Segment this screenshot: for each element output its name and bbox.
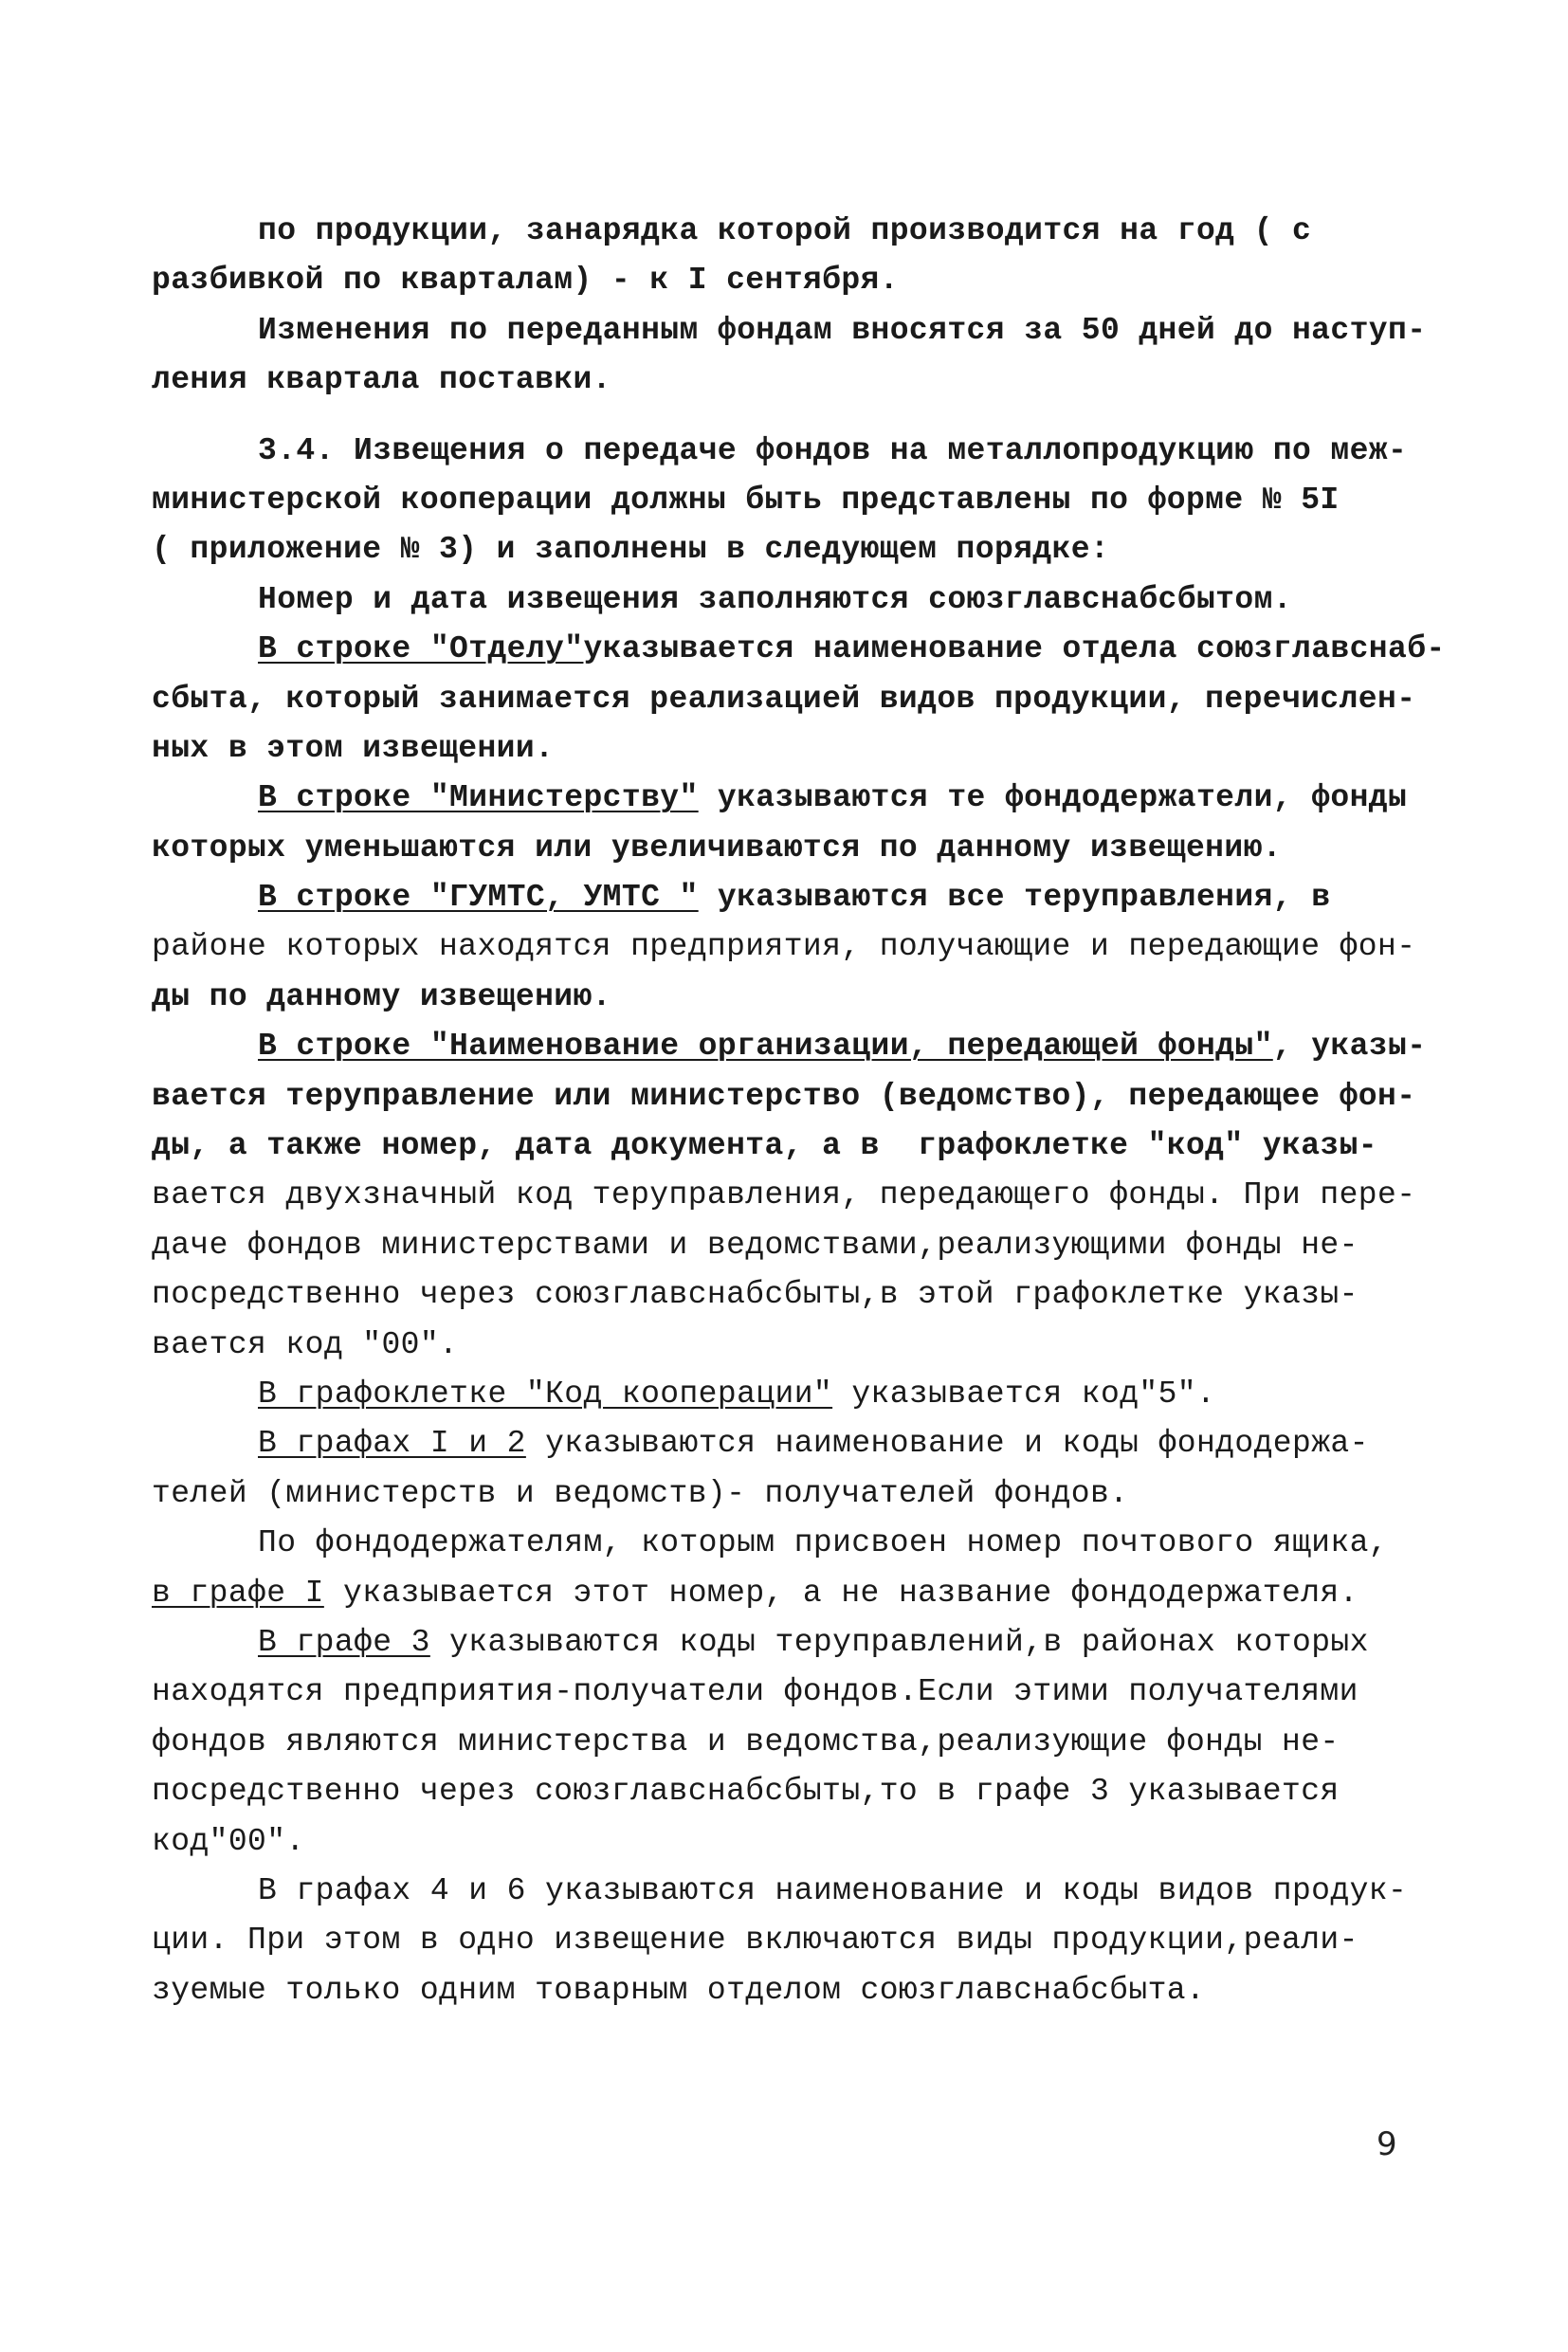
- page-number: 9: [1377, 2125, 1397, 2163]
- underlined-term: В строке "ГУМТС, УМТС ": [258, 880, 699, 916]
- text-line: 3.4. Извещения о передаче фондов на металлопродукцию по меж-: [258, 432, 1408, 468]
- underlined-term: В графах I и 2: [258, 1426, 526, 1462]
- text-line: сбыта, который занимается реализацией видов продукции, перечислен-: [152, 681, 1416, 717]
- body-text: [152, 207, 1460, 2015]
- text-line: По фондодержателям, которым присвоен номер почтового ящика,: [258, 1525, 1388, 1561]
- text-line: [152, 1569, 1460, 1618]
- text-line: зуемые только одним товарным отделом союзглавснабсбыта.: [152, 1972, 1206, 2008]
- text-segment: указывается код"5".: [832, 1376, 1216, 1412]
- text-line: ды, а также номер, дата документа, а в графоклетке "код" указы-: [152, 1128, 1378, 1164]
- text-line: [152, 1370, 1460, 1419]
- text-line: ления квартала поставки.: [152, 362, 611, 398]
- underlined-term: В строке "Отделу": [258, 631, 584, 667]
- text-line: [152, 625, 1460, 674]
- text-line: вается код "00".: [152, 1326, 459, 1362]
- underlined-term: В графоклетке "Код кооперации": [258, 1376, 833, 1412]
- text-line: вается теруправление или министерство (ведомство), передающее фон-: [152, 1078, 1416, 1114]
- text-line: телей (министерств и ведомств)- получателей фондов.: [152, 1475, 1129, 1511]
- text-line: посредственно через союзглавснабсбыты,то в графе 3 указывается: [152, 1774, 1340, 1810]
- underlined-term: В строке "Наименование организации, передающей фонды": [258, 1029, 1273, 1065]
- text-line: [152, 1022, 1460, 1071]
- text-line: В графах 4 и 6 указываются наименование и коды видов продук-: [258, 1872, 1408, 1908]
- text-line: по продукции, занарядка которой производится на год ( с: [258, 213, 1312, 248]
- text-line: вается двухзначный код теруправления, передающего фонды. При пере-: [152, 1177, 1416, 1213]
- underlined-term: в графе I: [152, 1575, 324, 1611]
- text-line: [152, 1419, 1460, 1468]
- text-line: Номер и дата извещения заполняются союзглавснабсбытом.: [258, 581, 1292, 617]
- text-line: посредственно через союзглавснабсбыты,в этой графоклетке указы-: [152, 1277, 1358, 1313]
- text-line: ды по данному извещению.: [152, 978, 611, 1014]
- text-line: которых уменьшаются или увеличиваются по данному извещению.: [152, 830, 1282, 866]
- underlined-term: В строке "Министерству": [258, 780, 699, 816]
- text-line: фондов являются министерства и ведомства,реализующие фонды не-: [152, 1723, 1340, 1759]
- text-segment: указываются те фондодержатели, фонды: [698, 780, 1408, 816]
- text-segment: указываются коды теруправлений,в районах которых: [429, 1624, 1369, 1660]
- text-segment: указываются все теруправления, в: [698, 880, 1331, 916]
- text-line: даче фондов министерствами и ведомствами,реализующими фонды не-: [152, 1227, 1358, 1263]
- text-line: районе которых находятся предприятия, получающие и передающие фон-: [152, 929, 1416, 965]
- text-line: находятся предприятия-получатели фондов.Если этими получателями: [152, 1674, 1358, 1710]
- text-line: ных в этом извещении.: [152, 730, 555, 766]
- text-line: Изменения по переданным фондам вносятся за 50 дней до наступ-: [258, 312, 1427, 348]
- text-line: [152, 774, 1460, 823]
- text-line: код"00".: [152, 1823, 305, 1859]
- text-line: [152, 873, 1460, 922]
- underlined-term: В графе 3: [258, 1624, 430, 1660]
- paragraph-gap: [152, 406, 1460, 427]
- text-line: [152, 1618, 1460, 1668]
- text-segment: указывается наименование отдела союзглавснаб-: [583, 631, 1446, 667]
- text-segment: указывается этот номер, а не название фондодержателя.: [323, 1575, 1358, 1611]
- text-line: министерской кооперации должны быть представлены по форме № 5I: [152, 482, 1340, 518]
- text-line: ( приложение № 3) и заполнены в следующем порядке:: [152, 532, 1110, 568]
- text-segment: , указы-: [1272, 1029, 1427, 1065]
- text-segment: указываются наименование и коды фондодержа-: [525, 1426, 1369, 1462]
- text-line: ции. При этом в одно извещение включаются виды продукции,реали-: [152, 1923, 1358, 1959]
- text-line: разбивкой по кварталам) - к I сентября.: [152, 263, 899, 299]
